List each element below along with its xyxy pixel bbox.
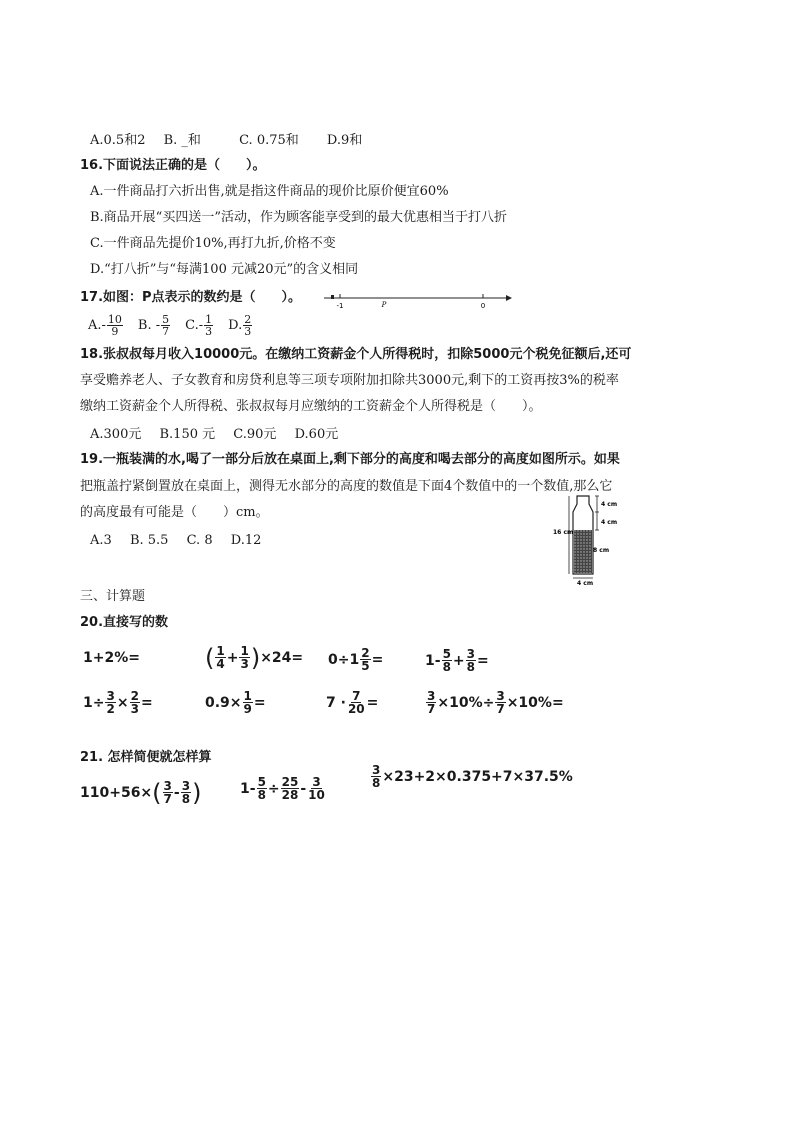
q16-stem: 16.下面说法正确的是（ ）。 [80, 158, 266, 173]
label-bottom-4cm: 4 cm [577, 580, 594, 586]
q20-expr-1: 1+2%= [83, 650, 140, 666]
q15-options [90, 133, 376, 149]
q16-option-b[interactable]: B.商品开展“买四送一”活动，作为顾客能享受到的最大优惠相当于打八折 [90, 210, 507, 225]
q16-option-d[interactable]: D.“打八折”与“每满100 元减20元”的含义相同 [90, 262, 359, 277]
fraction: $\frac{2}{3}$ [130, 689, 139, 716]
q18-line-3: 缴纳工资薪金个人所得税、张叔叔每月应缴纳的工资薪金个人所得税是（ ）。 [80, 399, 542, 414]
q17-option-a[interactable]: A.- $\frac{10}{9}$ [88, 313, 122, 338]
q20-expr-4: 1- $\frac{5}{8}$ + $\frac{3}{8}$ = [425, 647, 489, 674]
water-region [574, 530, 592, 573]
fraction: $\frac{2}{5}$ [361, 646, 370, 673]
q17-stem: 17.如图：P点表示的数约是（ ）。 [80, 290, 302, 305]
q18-options [90, 427, 352, 443]
label-top-4cm: 4 cm [601, 501, 618, 508]
fraction: $\frac{3}{7}$ [163, 779, 172, 806]
q20-expr-2: ( $\frac{1}{4}$ + $\frac{1}{3}$ ) ×24= [205, 643, 304, 672]
q17-option-d[interactable]: D. $\frac{2}{3}$ [228, 313, 252, 338]
numberline-minus-one: -1 [336, 302, 344, 310]
q19-line-3: 的高度最有可能是（ ）cm。 [80, 505, 269, 520]
q17-option-b[interactable]: B. - $\frac{5}{7}$ [137, 313, 170, 338]
fraction: $\frac{3}{7}$ [427, 689, 436, 716]
q19-option-d[interactable]: D.12 [230, 533, 262, 548]
fraction: $\frac{3}{8}$ [372, 763, 381, 790]
q19-option-b[interactable]: B. 5.5 [129, 533, 169, 548]
q15-option-d[interactable]: D.9和 [326, 133, 363, 148]
fraction: $\frac{2}{3}$ [244, 313, 252, 338]
fraction: $\frac{1}{4}$ [216, 644, 225, 671]
fraction: $\frac{3}{8}$ [466, 647, 476, 674]
q16-option-c[interactable]: C.一件商品先提价10%,再打九折,价格不变 [90, 236, 336, 251]
q16-option-a[interactable]: A.一件商品打六折出售,就是指这件商品的现价比原价便宜60% [90, 184, 449, 199]
fraction: $\frac{5}{8}$ [257, 775, 266, 802]
q20-expr-3: 0÷1 $\frac{2}{5}$ = [328, 646, 384, 673]
q20-expr-7: 7 · $\frac{7}{20}$ = [326, 689, 379, 716]
fraction: $\frac{25}{28}$ [281, 775, 299, 802]
q21-title: 21. 怎样简便就怎样算 [80, 750, 212, 765]
fraction: $\frac{3}{10}$ [308, 775, 325, 802]
label-8cm: 8 cm [593, 547, 610, 554]
fraction: $\frac{5}{7}$ [162, 313, 170, 338]
q15-option-a[interactable]: A.0.5和2 [90, 133, 146, 148]
section-title: 三、计算题 [80, 589, 146, 604]
q17-number-line [322, 290, 512, 312]
q20-expr-6: 0.9× $\frac{1}{9}$ = [205, 689, 266, 716]
q20-title: 20.直接写的数 [80, 615, 169, 630]
q19-option-a[interactable]: A.3 [90, 533, 112, 548]
label-16cm: 16 cm [553, 529, 574, 536]
fraction: $\frac{1}{3}$ [240, 644, 249, 671]
fraction: $\frac{1}{3}$ [205, 313, 213, 338]
numberline-p: P [381, 301, 387, 309]
fraction: $\frac{3}{8}$ [181, 779, 191, 806]
bottle-figure [553, 494, 628, 586]
q19-options [90, 533, 275, 549]
numberline-zero: 0 [480, 302, 486, 310]
q21-expr-3: $\frac{3}{8}$ ×23+2×0.375+7×37.5% [372, 763, 573, 790]
fraction: $\frac{10}{9}$ [107, 313, 122, 338]
q18-option-a[interactable]: A.300元 [90, 427, 142, 442]
q18-line-1: 18.张叔叔每月收入10000元。在缴纳工资薪金个人所得税时，扣除5000元个税免征额后,还可 [80, 347, 632, 362]
q17-options [88, 314, 267, 337]
fraction: $\frac{7}{20}$ [347, 689, 365, 716]
q18-line-2: 享受赡养老人、子女教育和房贷利息等三项专项附加扣除共3000元,剩下的工资再按3%的税率 [80, 373, 619, 388]
q18-option-c[interactable]: C.90元 [233, 427, 277, 442]
q15-option-c[interactable]: C. 0.75和 [239, 133, 299, 148]
q20-expr-8: $\frac{3}{7}$ ×10%÷ $\frac{3}{7}$ ×10%= [427, 689, 564, 716]
q18-option-d[interactable]: D.60元 [294, 427, 339, 442]
q19-line-2: 把瓶盖拧紧倒置放在桌面上，测得无水部分的高度的数值是下面4个数值中的一个数值,那么它 [80, 479, 613, 494]
fraction: $\frac{1}{9}$ [243, 689, 252, 716]
label-mid-4cm: 4 cm [601, 519, 618, 526]
q17-option-c[interactable]: C.- $\frac{1}{3}$ [185, 313, 213, 338]
q21-expr-2: 1- $\frac{5}{8}$ ÷ $\frac{25}{28}$ - $\frac{3}{10}$ [240, 775, 325, 802]
fraction: $\frac{5}{8}$ [442, 647, 451, 674]
q19-line-1: 19.一瓶装满的水,喝了一部分后放在桌面上,剩下部分的高度和喝去部分的高度如图所示。如果 [80, 452, 620, 467]
q15-option-b[interactable]: B. _和 [163, 133, 201, 148]
q19-option-c[interactable]: C. 8 [186, 533, 213, 548]
fraction: $\frac{3}{2}$ [106, 689, 115, 716]
q20-expr-5: 1÷ $\frac{3}{2}$ × $\frac{2}{3}$ = [83, 689, 153, 716]
q21-expr-1: 110+56× ( $\frac{3}{7}$ - $\frac{3}{8}$ ) [80, 778, 202, 807]
q18-option-b[interactable]: B.150 元 [159, 427, 216, 442]
fraction: $\frac{3}{7}$ [496, 689, 505, 716]
